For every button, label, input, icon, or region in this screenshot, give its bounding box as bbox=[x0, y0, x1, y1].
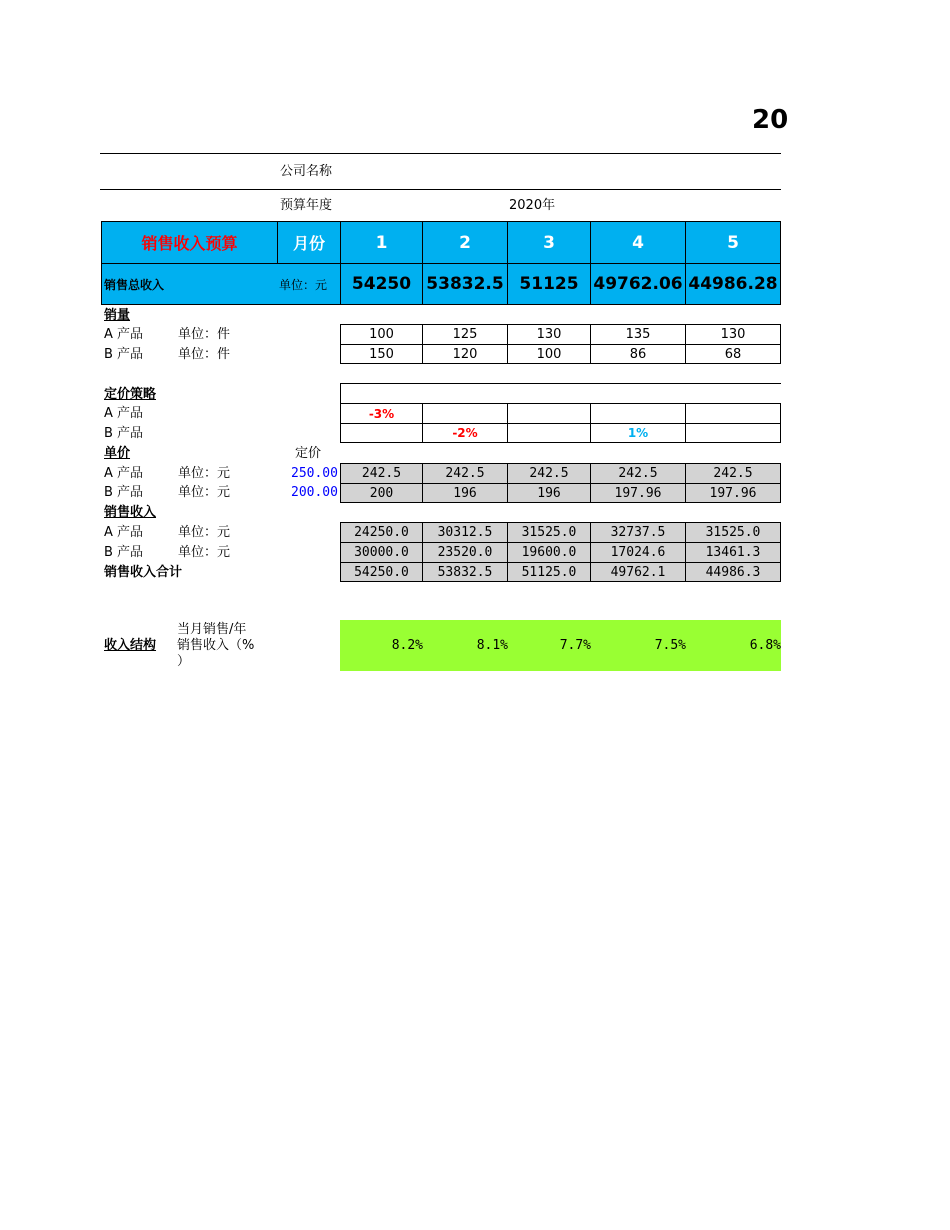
pricing-a-cell-3 bbox=[507, 403, 591, 424]
total-revenue-value-2: 53832.5 bbox=[422, 263, 508, 305]
volume-section-title: 销量 bbox=[104, 308, 131, 323]
volume-a-cell-3: 130 bbox=[507, 324, 591, 345]
volume-b-cell-4: 86 bbox=[590, 344, 686, 364]
unit-price-a-cell-4: 242.5 bbox=[590, 463, 686, 484]
unit-price-a-cell-2: 242.5 bbox=[422, 463, 508, 484]
revenue-total-cell-4: 49762.1 bbox=[590, 562, 686, 582]
revenue-a-cell-3: 31525.0 bbox=[507, 522, 591, 543]
unit-price-b-fixed: 200.00 bbox=[291, 485, 338, 500]
volume-b-cell-1: 150 bbox=[340, 344, 423, 364]
structure-desc-line2: 销售收入（% bbox=[177, 638, 255, 653]
revenue-total-cell-5: 44986.3 bbox=[685, 562, 781, 582]
revenue-b-label: B 产品 bbox=[104, 545, 144, 560]
unit-price-a-label: A 产品 bbox=[104, 466, 144, 481]
total-revenue-label: 销售总收入 bbox=[104, 278, 165, 292]
pricing-a-cell-1: -3% bbox=[340, 403, 423, 424]
volume-a-label: A 产品 bbox=[104, 327, 144, 342]
volume-a-cell-4: 135 bbox=[590, 324, 686, 345]
pricing-b-cell-1 bbox=[340, 423, 423, 443]
structure-value-1: 8.2% bbox=[391, 637, 423, 653]
divider-company bbox=[100, 189, 781, 190]
unit-price-a-cell-5: 242.5 bbox=[685, 463, 781, 484]
revenue-a-cell-5: 31525.0 bbox=[685, 522, 781, 543]
revenue-b-cell-1: 30000.0 bbox=[340, 542, 423, 563]
volume-b-cell-5: 68 bbox=[685, 344, 781, 364]
pricing-b-label: B 产品 bbox=[104, 426, 144, 441]
divider-top bbox=[100, 153, 781, 154]
company-name-label: 公司名称 bbox=[280, 164, 333, 179]
month-header-4: 4 bbox=[590, 221, 686, 264]
structure-value-3: 7.7% bbox=[559, 637, 591, 653]
pricing-b-cell-2: -2% bbox=[422, 423, 508, 443]
unit-price-a-cell-3: 242.5 bbox=[507, 463, 591, 484]
unit-price-b-cell-5: 197.96 bbox=[685, 483, 781, 503]
volume-a-cell-2: 125 bbox=[422, 324, 508, 345]
revenue-total-cell-1: 54250.0 bbox=[340, 562, 423, 582]
pricing-b-cell-3 bbox=[507, 423, 591, 443]
revenue-a-cell-1: 24250.0 bbox=[340, 522, 423, 543]
unit-price-b-cell-3: 196 bbox=[507, 483, 591, 503]
month-header-3: 3 bbox=[507, 221, 591, 264]
unit-price-b-cell-1: 200 bbox=[340, 483, 423, 503]
volume-a-cell-1: 100 bbox=[340, 324, 423, 345]
structure-desc-line1: 当月销售/年 bbox=[177, 622, 247, 637]
pricing-b-cell-4: 1% bbox=[590, 423, 686, 443]
unit-price-a-cell-1: 242.5 bbox=[340, 463, 423, 484]
revenue-b-cell-3: 19600.0 bbox=[507, 542, 591, 563]
revenue-a-unit: 单位：元 bbox=[178, 525, 231, 540]
pricing-section-title: 定价策略 bbox=[104, 387, 157, 402]
unit-price-a-unit: 单位：元 bbox=[178, 466, 231, 481]
volume-a-unit: 单位：件 bbox=[178, 327, 231, 342]
structure-label: 收入结构 bbox=[104, 638, 157, 653]
volume-b-label: B 产品 bbox=[104, 347, 144, 362]
fixed-price-label: 定价 bbox=[295, 446, 322, 461]
pricing-a-cell-2 bbox=[422, 403, 508, 424]
revenue-total-label: 销售收入合计 bbox=[104, 565, 183, 580]
volume-a-cell-5: 130 bbox=[685, 324, 781, 345]
pricing-a-cell-4 bbox=[590, 403, 686, 424]
month-header-5: 5 bbox=[685, 221, 781, 264]
total-revenue-value-5: 44986.28 bbox=[685, 263, 781, 305]
volume-b-cell-2: 120 bbox=[422, 344, 508, 364]
pricing-blank-row bbox=[340, 383, 781, 404]
sales-budget-title: 销售收入预算 bbox=[101, 221, 278, 264]
pricing-b-cell-5 bbox=[685, 423, 781, 443]
total-revenue-value-3: 51125 bbox=[507, 263, 591, 305]
volume-b-unit: 单位：件 bbox=[178, 347, 231, 362]
revenue-a-label: A 产品 bbox=[104, 525, 144, 540]
unit-price-section-title: 单价 bbox=[104, 446, 131, 461]
revenue-total-cell-3: 51125.0 bbox=[507, 562, 591, 582]
pricing-a-label: A 产品 bbox=[104, 406, 144, 421]
structure-value-4: 7.5% bbox=[654, 637, 686, 653]
month-label: 月份 bbox=[277, 221, 341, 264]
total-revenue-unit: 单位：元 bbox=[279, 278, 328, 292]
revenue-section-title: 销售收入 bbox=[104, 505, 157, 520]
month-header-1: 1 bbox=[340, 221, 423, 264]
structure-desc-line3: ） bbox=[177, 654, 191, 669]
structure-value-2: 8.1% bbox=[476, 637, 508, 653]
revenue-b-cell-5: 13461.3 bbox=[685, 542, 781, 563]
budget-year-value: 2020年 bbox=[509, 198, 556, 213]
unit-price-a-fixed: 250.00 bbox=[291, 466, 338, 481]
revenue-b-unit: 单位：元 bbox=[178, 545, 231, 560]
revenue-a-cell-4: 32737.5 bbox=[590, 522, 686, 543]
unit-price-b-cell-4: 197.96 bbox=[590, 483, 686, 503]
structure-value-5: 6.8% bbox=[749, 637, 781, 653]
total-revenue-value-1: 54250 bbox=[340, 263, 423, 305]
unit-price-b-unit: 单位：元 bbox=[178, 485, 231, 500]
revenue-b-cell-2: 23520.0 bbox=[422, 542, 508, 563]
budget-year-label: 预算年度 bbox=[280, 198, 333, 213]
total-revenue-value-4: 49762.06 bbox=[590, 263, 686, 305]
revenue-total-cell-2: 53832.5 bbox=[422, 562, 508, 582]
report-title: 20 bbox=[752, 105, 789, 135]
unit-price-b-cell-2: 196 bbox=[422, 483, 508, 503]
month-header-2: 2 bbox=[422, 221, 508, 264]
unit-price-b-label: B 产品 bbox=[104, 485, 144, 500]
revenue-b-cell-4: 17024.6 bbox=[590, 542, 686, 563]
revenue-a-cell-2: 30312.5 bbox=[422, 522, 508, 543]
pricing-a-cell-5 bbox=[685, 403, 781, 424]
volume-b-cell-3: 100 bbox=[507, 344, 591, 364]
